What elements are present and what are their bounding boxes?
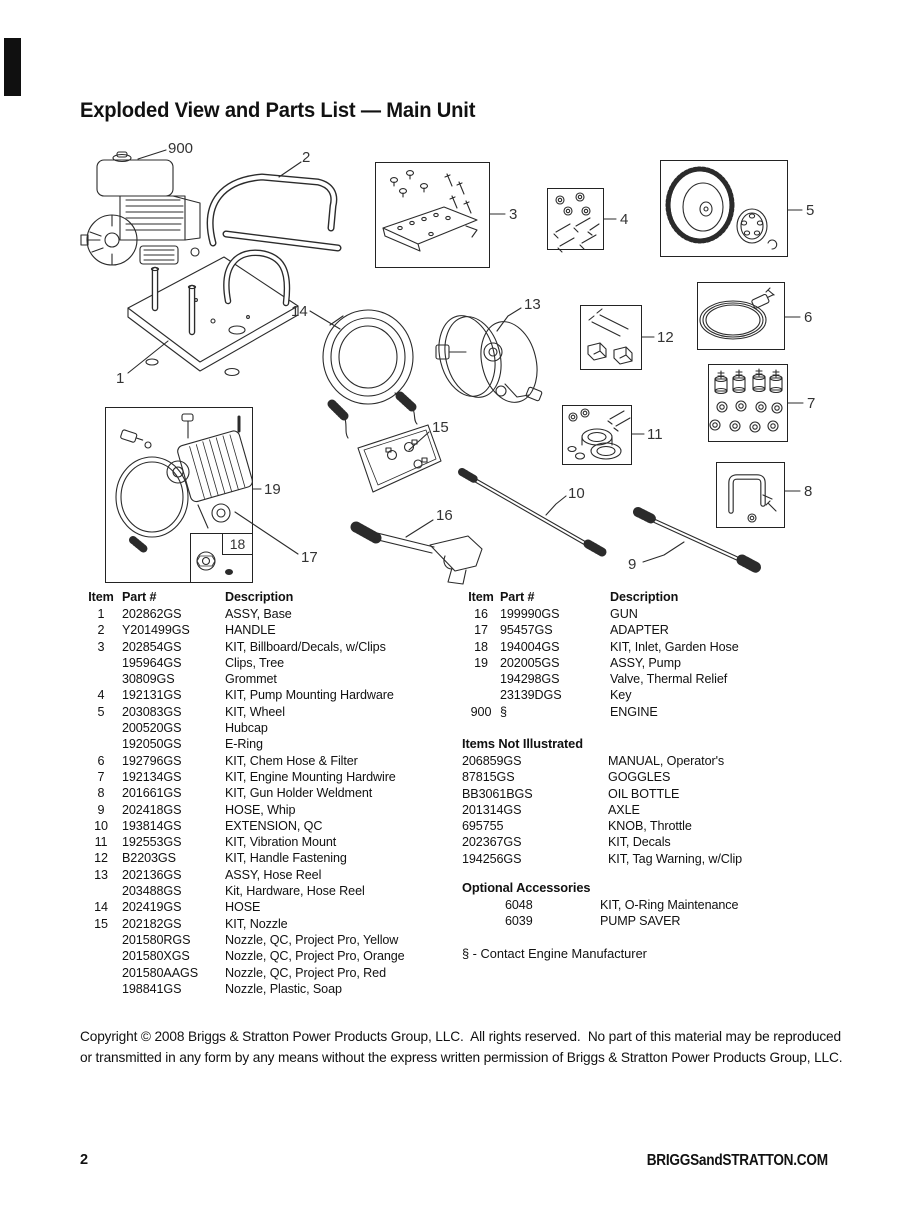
table-row	[462, 818, 857, 834]
part-item-number: 18	[474, 639, 488, 654]
callout-7: 7	[807, 395, 816, 412]
part-number: 202419GS	[122, 900, 182, 915]
table-row	[80, 687, 462, 703]
part-description: KIT, Gun Holder Weldment	[225, 786, 373, 801]
part-number: §	[500, 704, 507, 719]
table-row	[462, 655, 857, 671]
part-item-number: 11	[94, 835, 108, 850]
part-description: E-Ring	[225, 737, 263, 752]
part-number: 192796GS	[122, 753, 182, 768]
part-item-number	[80, 720, 122, 736]
part-item-number	[80, 932, 122, 948]
parts-list-right-column	[462, 589, 857, 720]
part-description: Nozzle, QC, Project Pro, Orange	[225, 949, 405, 964]
part-number: 206859GS	[462, 754, 522, 768]
part-item-number	[462, 671, 500, 687]
table-row	[80, 622, 462, 638]
part-description: Hubcap	[225, 721, 268, 736]
optional-accessories-section	[462, 879, 857, 930]
part-description: Key	[610, 688, 632, 703]
part-item-number	[80, 883, 122, 899]
table-row	[462, 753, 857, 769]
table-row	[80, 818, 462, 834]
part-description: KIT, Handle Fastening	[225, 851, 347, 866]
box-item-6	[697, 282, 785, 350]
table-row	[80, 965, 462, 981]
part-description: Clips, Tree	[225, 655, 285, 670]
part-description: Nozzle, Plastic, Soap	[225, 981, 342, 996]
engine-footnote: § - Contact Engine Manufacturer	[462, 946, 647, 961]
part-item-number: 3	[97, 639, 105, 654]
table-row	[462, 639, 857, 655]
part-description: KIT, Decals	[608, 835, 671, 850]
part-number: 202854GS	[122, 639, 182, 654]
part-number: 95457GS	[500, 623, 553, 638]
box-item-8	[716, 462, 785, 528]
table-row	[80, 981, 462, 997]
table-header	[462, 589, 857, 606]
table-row	[80, 899, 462, 915]
part-item-number	[462, 687, 500, 703]
callout-6: 6	[804, 309, 813, 326]
part-description: KNOB, Throttle	[608, 819, 692, 834]
website-footer: BRIGGSandSTRATTON.COM	[646, 1152, 828, 1169]
callout-15: 15	[432, 419, 449, 436]
part-item-number: 900	[470, 704, 492, 719]
table-row	[462, 897, 857, 913]
table-row	[462, 834, 857, 850]
part-item-number: 16	[474, 607, 488, 621]
table-row	[80, 785, 462, 801]
table-row	[80, 736, 462, 752]
part-item-number: 2	[97, 623, 105, 638]
table-row	[80, 932, 462, 948]
table-row	[462, 671, 857, 687]
table-row	[462, 687, 857, 703]
table-row	[80, 606, 462, 622]
table-row	[80, 850, 462, 866]
part-number: 199990GS	[500, 607, 560, 621]
base-drawing	[128, 253, 298, 376]
callout-3: 3	[509, 206, 518, 223]
part-description: OIL BOTTLE	[608, 786, 680, 801]
section-title: Items Not Illustrated	[462, 736, 583, 751]
chem-hose-kit-drawing	[358, 425, 441, 492]
part-description: HOSE	[225, 900, 261, 915]
part-number: 203488GS	[122, 884, 182, 899]
part-description: AXLE	[608, 802, 640, 817]
table-header	[80, 589, 462, 606]
part-number: 202005GS	[500, 655, 560, 670]
part-description: KIT, Billboard/Decals, w/Clips	[225, 639, 386, 654]
part-item-number: 1	[97, 607, 105, 621]
hose-reel-drawing	[431, 310, 545, 409]
parts-list-left-column	[80, 589, 462, 997]
part-item-number	[80, 655, 122, 671]
header-description: Description	[610, 590, 679, 604]
part-description: KIT, Pump Mounting Hardware	[225, 688, 394, 703]
part-number: 195964GS	[122, 655, 182, 670]
part-number: 30809GS	[122, 672, 175, 687]
part-item-number: 12	[94, 851, 108, 866]
part-item-number: 9	[97, 802, 105, 817]
callout-10: 10	[568, 485, 585, 502]
part-number: 198841GS	[122, 981, 182, 996]
table-row	[80, 948, 462, 964]
callout-12: 12	[657, 329, 674, 346]
part-number: 194256GS	[462, 851, 522, 866]
part-number: 202182GS	[122, 916, 182, 931]
items-not-illustrated-section	[462, 735, 857, 867]
callout-9: 9	[628, 556, 637, 573]
part-item-number: 4	[97, 688, 105, 703]
part-number: 201580RGS	[122, 932, 191, 947]
part-description: MANUAL, Operator's	[608, 754, 725, 768]
box-item-7	[708, 364, 788, 442]
box-item-18	[190, 533, 253, 583]
box-item-12	[580, 305, 642, 370]
not-illustrated-rows	[462, 753, 857, 867]
part-description: ASSY, Pump	[610, 655, 681, 670]
part-number: 201661GS	[122, 786, 182, 801]
page-number: 2	[80, 1152, 89, 1168]
table-row	[462, 913, 857, 929]
box-item-5	[660, 160, 788, 257]
part-description: Grommet	[225, 672, 277, 687]
table-row	[80, 834, 462, 850]
header-description: Description	[225, 590, 294, 604]
extension-drawing	[462, 472, 602, 552]
part-description: KIT, O-Ring Maintenance	[600, 898, 739, 912]
part-number: 23139DGS	[500, 688, 562, 703]
part-item-number: 15	[94, 916, 108, 931]
callout-8: 8	[804, 483, 813, 500]
part-item-number: 17	[474, 623, 488, 638]
part-number: 203083GS	[122, 704, 182, 719]
table-row	[80, 802, 462, 818]
callout-5: 5	[806, 202, 815, 219]
part-description: KIT, Engine Mounting Hardwire	[225, 769, 396, 784]
part-item-number	[80, 671, 122, 687]
table-row	[80, 916, 462, 932]
part-description: ADAPTER	[610, 623, 669, 638]
part-description: Nozzle, QC, Project Pro, Yellow	[225, 932, 399, 947]
part-number: 6048	[505, 898, 533, 912]
part-description: GOGGLES	[608, 770, 671, 785]
part-number: 6039	[505, 914, 533, 929]
table-row	[462, 704, 857, 720]
part-number: 202418GS	[122, 802, 182, 817]
part-description: HOSE, Whip	[225, 802, 296, 817]
part-item-number: 13	[94, 867, 108, 882]
callout-900: 900	[168, 140, 194, 157]
part-number: 193814GS	[122, 818, 182, 833]
page-title: Exploded View and Parts List — Main Unit	[80, 99, 476, 122]
part-number: 201580AAGS	[122, 965, 199, 980]
part-number: Y201499GS	[122, 623, 190, 638]
table-row	[80, 753, 462, 769]
header-item: Item	[468, 590, 494, 604]
table-row	[80, 671, 462, 687]
part-description: Kit, Hardware, Hose Reel	[225, 884, 365, 899]
part-number: B2203GS	[122, 851, 176, 866]
part-number: 202136GS	[122, 867, 182, 882]
part-description: EXTENSION, QC	[225, 818, 323, 833]
callout-18: 18	[222, 534, 252, 555]
part-item-number: 14	[94, 900, 108, 915]
part-number: 192050GS	[122, 737, 182, 752]
part-number: 202862GS	[122, 607, 182, 621]
box-item-3	[375, 162, 490, 268]
part-item-number	[80, 736, 122, 752]
part-description: HANDLE	[225, 623, 276, 638]
table-row	[80, 867, 462, 883]
part-number: 194298GS	[500, 672, 560, 687]
part-number: 194004GS	[500, 639, 560, 654]
part-description: Nozzle, QC, Project Pro, Red	[225, 965, 386, 980]
table-row	[80, 655, 462, 671]
table-row	[80, 704, 462, 720]
part-description: ENGINE	[610, 704, 658, 719]
header-part: Part #	[122, 590, 157, 604]
callout-13: 13	[524, 296, 541, 313]
part-number: 192134GS	[122, 769, 182, 784]
part-item-number	[80, 981, 122, 997]
part-item-number: 19	[474, 655, 488, 670]
table-row	[462, 802, 857, 818]
box-item-11	[562, 405, 632, 465]
table-row	[462, 769, 857, 785]
part-description: ASSY, Base	[225, 607, 292, 621]
callout-1: 1	[116, 370, 125, 387]
table-row	[80, 720, 462, 736]
callout-19: 19	[264, 481, 281, 498]
parts-rows-right	[462, 606, 857, 720]
callout-2: 2	[302, 149, 311, 166]
print-registration-mark	[4, 38, 21, 96]
callout-14: 14	[291, 303, 308, 320]
part-description: ASSY, Hose Reel	[225, 867, 322, 882]
table-row	[462, 606, 857, 622]
part-description: KIT, Chem Hose & Filter	[225, 753, 358, 768]
part-number: 201580XGS	[122, 949, 190, 964]
part-description: PUMP SAVER	[600, 914, 681, 929]
table-row	[80, 769, 462, 785]
section-title: Optional Accessories	[462, 880, 591, 895]
callout-4: 4	[620, 211, 629, 228]
part-number: 201314GS	[462, 802, 522, 817]
gun-drawing	[356, 527, 482, 584]
part-description: KIT, Wheel	[225, 704, 285, 719]
part-number: 192553GS	[122, 835, 182, 850]
header-item: Item	[88, 590, 114, 604]
table-row	[80, 639, 462, 655]
part-item-number: 8	[97, 786, 105, 801]
part-description: GUN	[610, 607, 638, 621]
callout-17: 17	[301, 549, 318, 566]
hose-drawing	[323, 310, 417, 438]
part-number: 695755	[462, 819, 504, 834]
handle-drawing	[210, 177, 338, 248]
part-description: KIT, Tag Warning, w/Clip	[608, 851, 743, 866]
engine-drawing	[81, 152, 200, 265]
callout-16: 16	[436, 507, 453, 524]
part-number: 200520GS	[122, 721, 182, 736]
part-number: 202367GS	[462, 835, 522, 850]
part-number: 87815GS	[462, 770, 515, 785]
part-description: Valve, Thermal Relief	[610, 672, 728, 687]
table-row	[80, 883, 462, 899]
header-part: Part #	[500, 590, 535, 604]
part-description: KIT, Nozzle	[225, 916, 288, 931]
box-item-4	[547, 188, 604, 250]
part-description: KIT, Vibration Mount	[225, 835, 337, 850]
part-item-number: 7	[97, 769, 105, 784]
copyright-notice: Copyright © 2008 Briggs & Stratton Power Products Group, LLC. All rights reserved. No part of this material may be reproduced or transmitted in any form by any means without the express written permission of Briggs & Stratton Power Products Group, LLC.	[80, 1029, 845, 1066]
part-item-number	[80, 965, 122, 981]
table-row	[462, 851, 857, 867]
parts-rows-left	[80, 606, 462, 997]
part-item-number: 10	[94, 818, 108, 833]
part-description: KIT, Inlet, Garden Hose	[610, 639, 739, 654]
part-item-number: 6	[97, 753, 105, 768]
table-row	[462, 786, 857, 802]
table-row	[462, 622, 857, 638]
callout-11: 11	[647, 426, 663, 443]
optional-accessory-rows	[462, 897, 857, 930]
part-item-number	[80, 948, 122, 964]
part-number: 192131GS	[122, 688, 182, 703]
part-item-number: 5	[97, 704, 105, 719]
part-number: BB3061BGS	[462, 786, 533, 801]
